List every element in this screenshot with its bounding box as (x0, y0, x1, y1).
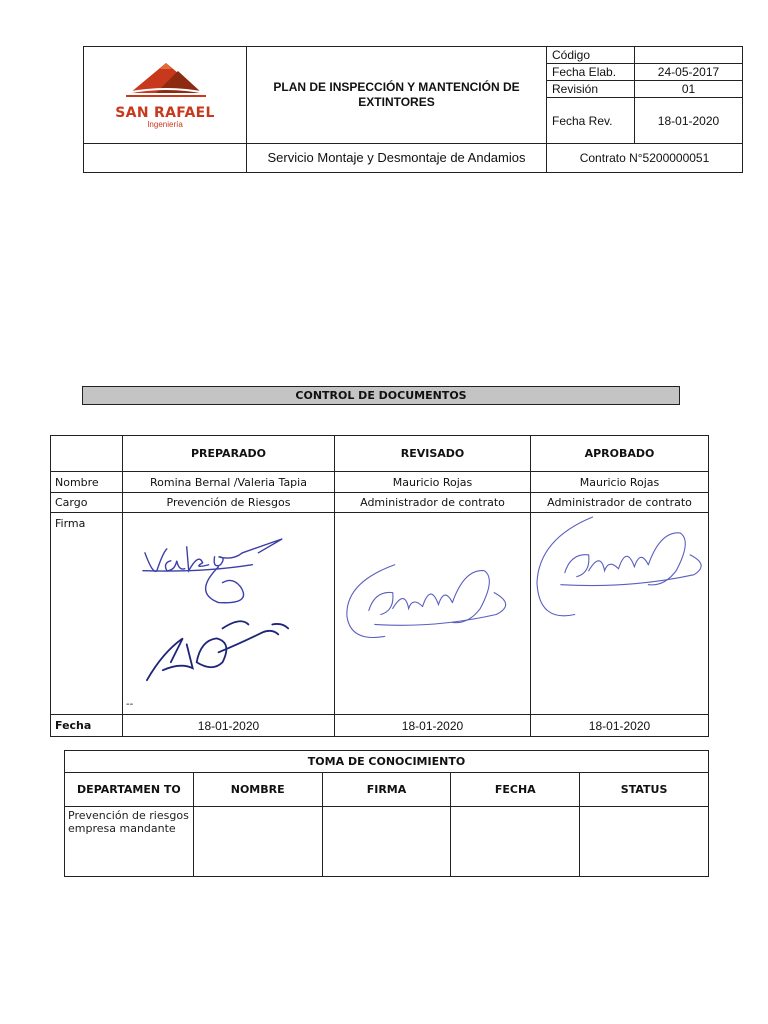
fecha-cell (451, 807, 580, 877)
logo-name: SAN RAFAEL (115, 105, 215, 122)
logo-cell (84, 47, 247, 144)
column-header-preparado: PREPARADO (123, 436, 335, 472)
firma-cell (322, 807, 451, 877)
column-header-status: STATUS (580, 773, 709, 807)
fecha-aprobado: 18-01-2020 (531, 715, 709, 737)
toma-conocimiento-title: TOMA DE CONOCIMIENTO (65, 751, 709, 773)
document-header (83, 46, 743, 173)
row-label-cargo: Cargo (51, 493, 123, 513)
handwritten-signature-icon (335, 513, 530, 714)
handwritten-signature-icon (123, 513, 334, 714)
column-header-revisado: REVISADO (335, 436, 531, 472)
field-label-fecha-rev: Fecha Rev. (547, 98, 635, 143)
column-header-nombre: NOMBRE (193, 773, 322, 807)
departamento-cell: Prevención de riesgos empresa mandante (65, 807, 194, 877)
cargo-aprobado: Administrador de contrato (531, 493, 709, 513)
cargo-revisado: Administrador de contrato (335, 493, 531, 513)
logo-subtitle: Ingeniería (147, 120, 183, 130)
service-name: Servicio Montaje y Desmontaje de Andamios (247, 143, 547, 172)
field-label-fecha-elab: Fecha Elab. (547, 64, 635, 81)
field-value-codigo (635, 47, 743, 64)
control-documentos-table (50, 435, 709, 737)
nombre-cell (193, 807, 322, 877)
empty-cell (84, 143, 247, 172)
column-header-aprobado: APROBADO (531, 436, 709, 472)
field-label-codigo: Código (547, 47, 635, 64)
field-label-revision: Revisión (547, 81, 635, 98)
row-label-firma: Firma (51, 513, 123, 715)
nombre-aprobado: Mauricio Rojas (531, 472, 709, 493)
column-header-departamento: DEPARTAMEN TO (65, 773, 194, 807)
contract-number: Contrato N°5200000051 (547, 143, 743, 172)
column-header-firma: FIRMA (322, 773, 451, 807)
table-row (65, 807, 709, 877)
nombre-preparado: Romina Bernal /Valeria Tapia (123, 472, 335, 493)
row-label-nombre: Nombre (51, 472, 123, 493)
company-logo (115, 59, 214, 129)
field-value-fecha-rev: 18-01-2020 (635, 98, 743, 143)
firma-aprobado (531, 513, 709, 715)
field-value-fecha-elab: 24-05-2017 (635, 64, 743, 81)
document-title: PLAN DE INSPECCIÓN Y MANTENCIÓN DE EXTINTORES (247, 47, 547, 144)
nombre-revisado: Mauricio Rojas (335, 472, 531, 493)
mountain-logo-icon (120, 59, 210, 103)
toma-conocimiento-table (64, 750, 709, 877)
cargo-preparado: Prevención de Riesgos (123, 493, 335, 513)
firma-revisado (335, 513, 531, 715)
fecha-revisado: 18-01-2020 (335, 715, 531, 737)
fecha-preparado: 18-01-2020 (123, 715, 335, 737)
firma-preparado (123, 513, 335, 715)
status-cell (580, 807, 709, 877)
corner-cell (51, 436, 123, 472)
firma-mark: -- (126, 699, 134, 710)
control-documentos-title: CONTROL DE DOCUMENTOS (82, 386, 680, 405)
field-value-revision: 01 (635, 81, 743, 98)
handwritten-signature-icon (531, 513, 708, 714)
row-label-fecha: Fecha (51, 715, 123, 737)
column-header-fecha: FECHA (451, 773, 580, 807)
